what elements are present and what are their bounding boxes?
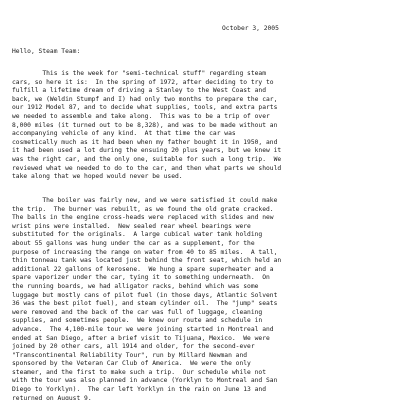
paragraph-line: substituted for the originals. A large cubical water tank holding bbox=[12, 231, 263, 239]
paragraph-line: 36 was the best pilot fuel), and steam cylinder oil. The "jump" seats bbox=[12, 300, 278, 308]
paragraph-line: we needed to assemble and take along. This was to be a trip of over bbox=[12, 112, 270, 120]
paragraph-line: sponsored by the Veteran Car Club of America. We were the only bbox=[12, 360, 251, 368]
paragraph-line: with the tour was also planned in advance (Yorklyn to Montreal and San bbox=[12, 377, 278, 385]
paragraph-line: steamer, and the first to make such a trip. Our schedule while not bbox=[12, 368, 267, 376]
paragraph-line: returned on August 9. bbox=[12, 394, 92, 400]
paragraph-line: take along that we hoped would never be used. bbox=[12, 173, 183, 181]
paragraph-line: supplies, and sometimes people. We knew our route and schedule in bbox=[12, 317, 263, 325]
paragraph-line: The balls in the engine cross-heads were replaced with slides and new bbox=[12, 214, 274, 222]
paragraph-line: the running boards, we had alligator racks, behind which was some bbox=[12, 282, 259, 290]
paragraph-line: 8,000 miles (it turned out to be 8,328), and was to be made without an bbox=[12, 121, 278, 129]
paragraph-line: fulfill a lifetime dream of driving a Stanley to the West Coast and bbox=[12, 87, 267, 95]
paragraph-line: the trip. The burner was rebuilt, as we found the old grate cracked. bbox=[12, 205, 274, 213]
paragraph-line: thin tonneau tank was located just behind the front seat, which held an bbox=[12, 257, 282, 265]
paragraph-line: cosmetically much as it had been when my father bought it in 1950, and bbox=[12, 138, 278, 146]
paragraph-2 bbox=[12, 197, 392, 400]
paragraph-line: joined by 20 other cars, all 1914 and older, for the second-ever bbox=[12, 343, 255, 351]
paragraph-line: wrist pins were installed. New sealed rear wheel bearings were bbox=[12, 222, 251, 230]
paragraph-line: reviewed what we needed to do to the car, and then what parts we should bbox=[12, 164, 282, 172]
paragraph-1 bbox=[12, 70, 392, 182]
letter-salutation: Hello, Steam Team: bbox=[12, 48, 81, 55]
paragraph-line: spare vaporizer under the car, tying it to something underneath. On bbox=[12, 274, 270, 282]
paragraph-line: back, we (Weldin Stumpf and I) had only two months to prepare the car, bbox=[12, 95, 278, 103]
paragraph-line: Diego to Yorklyn). The car left Yorklyn in the rain on June 13 and bbox=[12, 386, 267, 394]
letter-date: October 3, 2005 bbox=[222, 25, 279, 32]
paragraph-line: ended at San Diego, after a brief visit to Tijuana, Mexico. We were bbox=[12, 334, 270, 342]
paragraph-line: was the right car, and the only one, suitable for such a long trip. We bbox=[12, 155, 282, 163]
paragraph-line: about 55 gallons was hung under the car as a supplement, for the bbox=[12, 239, 255, 247]
paragraph-line: it had been used a lot during the ensuing 20 plus years, but we knew it bbox=[12, 147, 282, 155]
paragraph-line: purpose of increasing the range on water from 40 to 85 miles. A tall, bbox=[12, 248, 278, 256]
paragraph-line: accompanying vehicle of any kind. At that time the car was bbox=[12, 130, 236, 138]
paragraph-line: This is the week for "semi-technical stuff" regarding steam bbox=[12, 70, 267, 77]
paragraph-line: "Transcontinental Reliability Tour", run by Millard Newman and bbox=[12, 351, 248, 359]
paragraph-line: cars, so here it is: In the spring of 1972, after deciding to try to bbox=[12, 78, 274, 86]
paragraph-line: The boiler was fairly new, and we were satisfied it could make bbox=[12, 197, 278, 204]
paragraph-line: were removed and the back of the car was full of luggage, cleaning bbox=[12, 308, 263, 316]
paragraph-line: advance. The 4,100-mile tour we were joining started in Montreal and bbox=[12, 325, 274, 333]
paragraph-line: additional 22 gallons of kerosene. We hung a spare superheater and a bbox=[12, 265, 274, 273]
paragraph-line: our 1912 Model 87, and to decide what supplies, tools, and extra parts bbox=[12, 104, 278, 112]
paragraph-line: luggage but mostly cans of pilot fuel (in those days, Atlantic Solvent bbox=[12, 291, 278, 299]
